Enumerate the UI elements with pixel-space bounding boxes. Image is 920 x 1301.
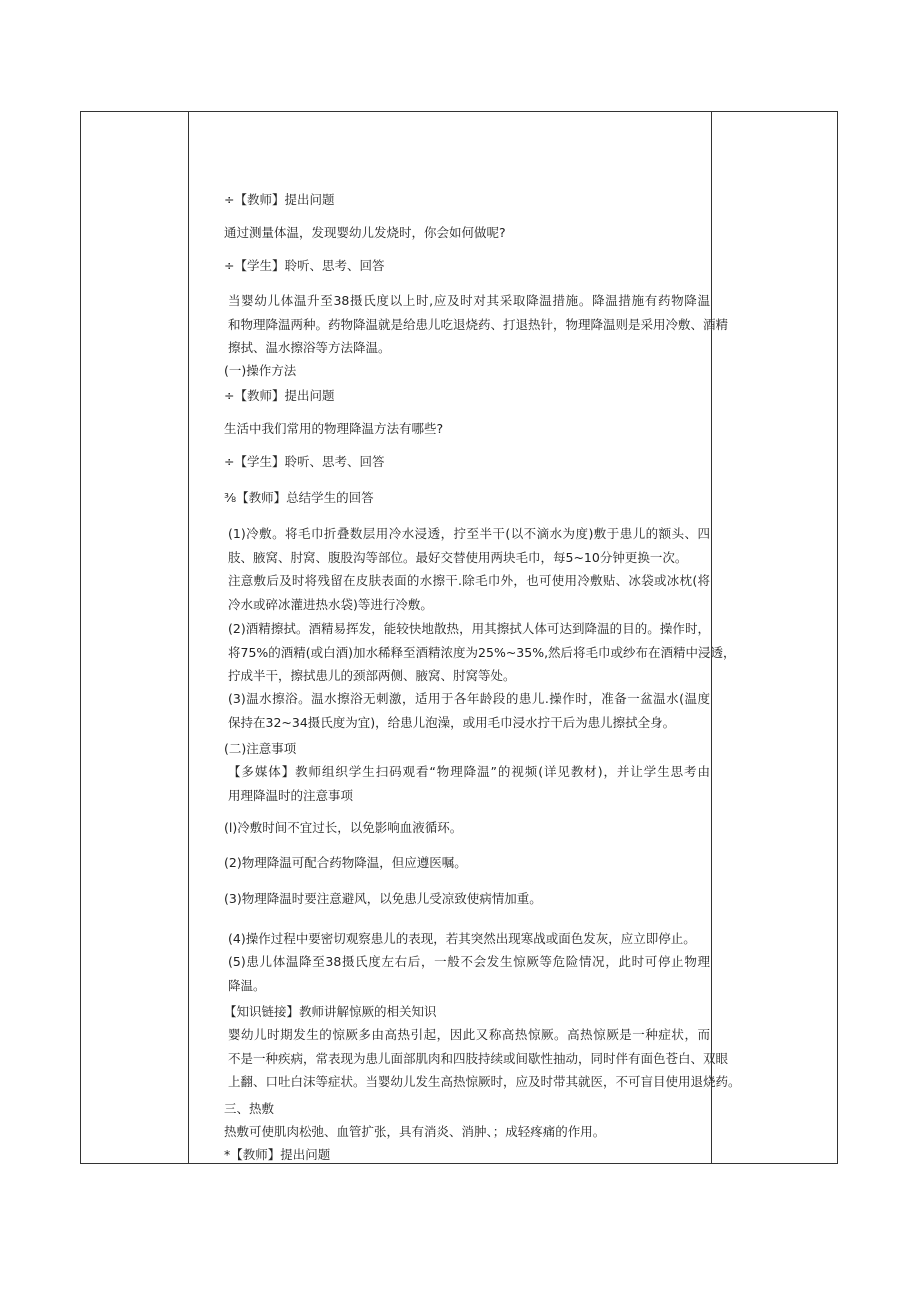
precaution-item: (3)物理降温时要注意避风，以免患儿受凉致使病情加重。 (224, 891, 542, 906)
knowledge-link-label: 【知识链接】教师讲解惊厥的相关知识 (224, 1004, 437, 1019)
hot-compress-text: 热敷可使肌肉松弛、血管扩张，具有消炎、消肿、；成轻疼痛的作用。 (224, 1124, 606, 1139)
section-heading-hot-compress: 三、热敷 (224, 1101, 275, 1116)
section-heading-operation: (一)操作方法 (224, 363, 297, 378)
teacher-summary-label: ⅜【教师】总结学生的回答 (224, 490, 374, 505)
teacher-question-label: *【教师】提出问题 (224, 1147, 331, 1162)
question-text: 生活中我们常用的物理降温方法有哪些? (224, 421, 444, 436)
compress-note-paragraph: 注意敷后及时将残留在皮肤表面的水擦干.除毛巾外，也可使用冷敷贴、冰袋或冰枕(将 冷水或碎冰灌进热水袋)等进行冷敷。 (228, 573, 710, 612)
warm-bath-paragraph: (3)温水擦浴。温水擦浴无刺激，适用于各年龄段的患儿.操作时，准备一盆温水(温度 保持在32~34摄氏度为宜)，给患儿泡澡，或用毛巾浸水拧干后为患儿擦拭全身。 (228, 691, 710, 730)
convulsion-paragraph: 婴幼儿时期发生的惊厥多由高热引起，因此又称高热惊厥。高热惊厥是一种症状，而 不是一种疾病，常表现为患儿面部肌肉和四肢持续或间歇性抽动，同时伴有面色苍白、双眼 上翻、口吐白沫等症状。当婴幼儿发生高热惊厥时，应及时带其就医，不可盲目使用退烧药。 (228, 1027, 741, 1089)
question-text: 通过测量体温，发现婴幼儿发烧时，你会如何做呢? (224, 225, 506, 240)
multimedia-paragraph: 【多媒体】教师组织学生扫码观看“物理降温”的视频(详见教材)，并让学生思考由 用理降温时的注意事项 (228, 764, 710, 803)
student-response-label: ÷【学生】聆听、思考、回答 (224, 454, 385, 469)
precaution-item-5-paragraph: (5)患儿体温降至38摄氏度左右后，一般不会发生惊厥等危险情况，此时可停止物理 降温。 (228, 954, 710, 993)
cold-compress-paragraph: (1)冷敷。将毛巾折叠数层用冷水浸透，拧至半干(以不滴水为度)敷于患儿的额头、四 肢、腋窝、肘窝、腹股沟等部位。最好交替使用两块毛巾，每5~10分钟更换一次。 (228, 526, 710, 565)
column-divider (711, 112, 712, 1163)
cooling-intro-paragraph: 当婴幼儿体温升至38摄氏度以上时,应及时对其采取降温措施。降温措施有药物降温 和物理降温两种。药物降温就是给患儿吃退烧药、打退热针，物理降温则是采用冷敷、酒精 擦拭、温水擦浴等方法降温。 (228, 293, 729, 355)
lesson-table (80, 111, 838, 1164)
precaution-item: (2)物理降温可配合药物降温，但应遵医嘱。 (224, 855, 467, 870)
teacher-question-label: ÷【教师】提出问题 (224, 192, 335, 207)
teacher-question-label: ÷【教师】提出问题 (224, 388, 335, 403)
student-response-label: ÷【学生】聆听、思考、回答 (224, 258, 385, 273)
section-heading-precautions: (二)注意事项 (224, 741, 297, 756)
alcohol-wipe-paragraph: (2)酒精擦拭。酒精易挥发，能较快地散热，用其擦拭人体可达到降温的目的。操作时， 将75%的酒精(或白酒)加水稀释至酒精浓度为25%~35%,然后将毛巾或纱布在酒精中浸透， 拧成半干，擦拭患儿的颈部两侧、腋窝、肘窝等处。 (228, 621, 736, 683)
precaution-item: (l)冷敷时间不宜过长，以免影响血液循环。 (224, 820, 463, 835)
precaution-item: (4)操作过程中要密切观察患儿的表现，若其突然出现寒战或面色发灰，应立即停止。 (228, 931, 696, 946)
lesson-content-cell (188, 112, 741, 1163)
